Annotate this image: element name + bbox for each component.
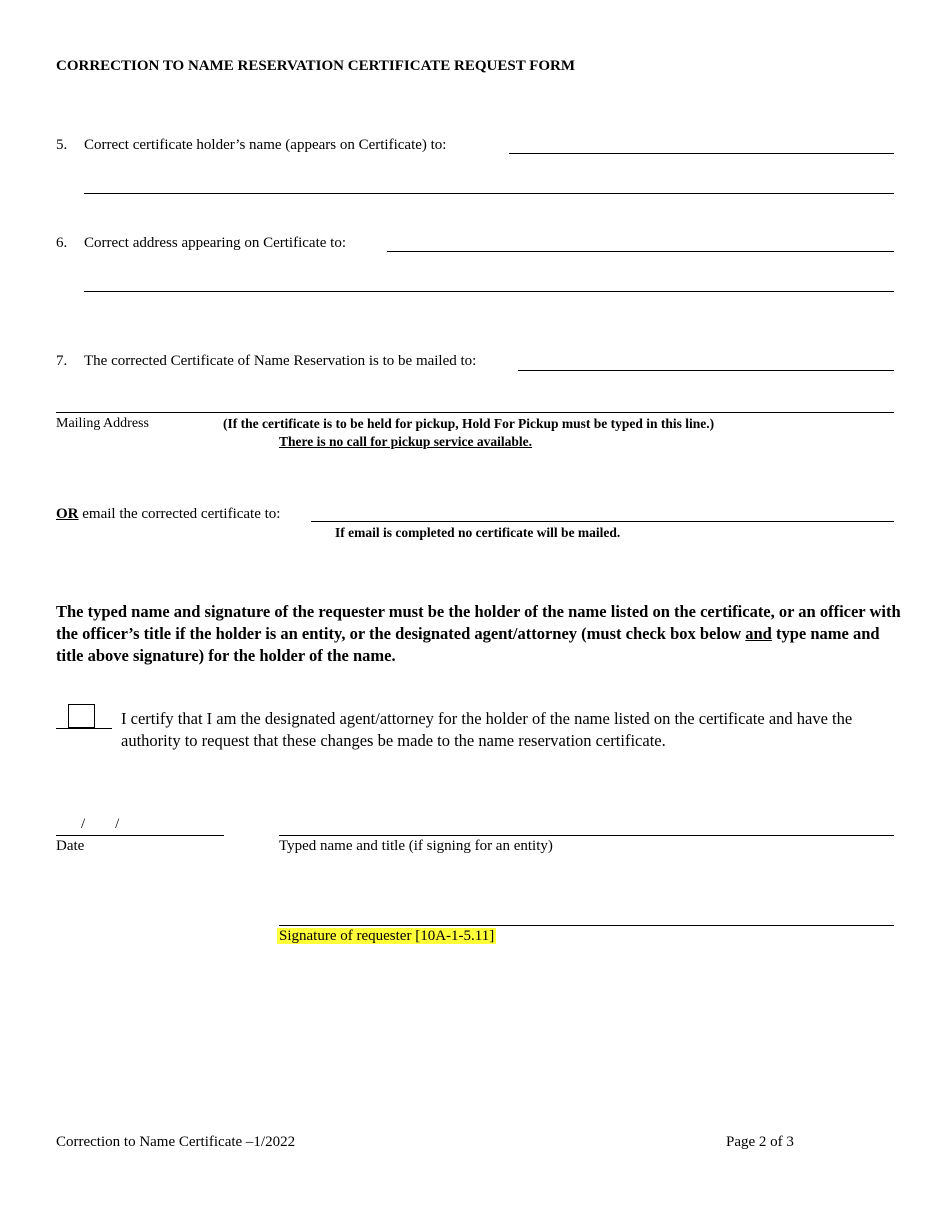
- date-label: Date: [56, 838, 85, 854]
- item-5-label: Correct certificate holder’s name (appears on Certificate) to:: [84, 137, 447, 153]
- instruction-and: and: [745, 624, 772, 643]
- holder-name-field-line-1[interactable]: [509, 153, 894, 154]
- item-6-label: Correct address appearing on Certificate to:: [84, 235, 346, 251]
- item-7-label: The corrected Certificate of Name Reservation is to be mailed to:: [84, 353, 477, 369]
- checkbox-underline: [56, 728, 112, 729]
- email-note: If email is completed no certificate will be mailed.: [335, 525, 621, 540]
- email-label: email the corrected certificate to:: [78, 506, 281, 522]
- signature-label-wrapper: [277, 928, 496, 945]
- holder-name-field-line-2[interactable]: [84, 193, 894, 194]
- requester-instruction: [56, 601, 901, 667]
- address-field-line-1[interactable]: [387, 251, 894, 252]
- mail-to-field-line-1[interactable]: [518, 370, 894, 371]
- item-5-number: 5.: [56, 137, 68, 153]
- mailing-address-field-line[interactable]: [56, 412, 894, 413]
- mailing-address-label: Mailing Address: [56, 416, 149, 431]
- instruction-part-1: The typed name and signature of the requester must be the holder of the name listed on the certificate, or an officer with the officer’s title if the holder is an entity, or the designated agent/attorney (must check box below: [56, 602, 901, 643]
- or-label: OR: [56, 506, 79, 522]
- no-pickup-service-note: There is no call for pickup service available.: [279, 434, 532, 449]
- form-title: CORRECTION TO NAME RESERVATION CERTIFICATE REQUEST FORM: [56, 58, 576, 74]
- date-slashes: / /: [81, 816, 120, 832]
- typed-name-label: Typed name and title (if signing for an entity): [279, 838, 553, 854]
- agent-certify-checkbox[interactable]: [68, 704, 95, 728]
- mailing-pickup-note: (If the certificate is to be held for pickup, Hold For Pickup must be typed in this line.): [223, 416, 715, 431]
- email-field-line[interactable]: [311, 521, 894, 522]
- footer-form-id: Correction to Name Certificate –1/2022: [56, 1134, 296, 1150]
- item-6-number: 6.: [56, 235, 68, 251]
- signature-field-line[interactable]: [279, 925, 894, 926]
- date-field-line[interactable]: [56, 835, 224, 836]
- address-field-line-2[interactable]: [84, 291, 894, 292]
- signature-label: Signature of requester [10A-1-5.11]: [279, 928, 495, 944]
- footer-page-number: Page 2 of 3: [726, 1134, 794, 1150]
- certify-statement: I certify that I am the designated agent/attorney for the holder of the name listed on the certificate and have the authority to request that these changes be made to the name reservation certificate.: [121, 709, 853, 750]
- item-7-number: 7.: [56, 353, 68, 369]
- instruction-part-2: type name and title above signature) for the holder of the name.: [56, 624, 880, 665]
- email-row: [56, 506, 280, 523]
- typed-name-field-line[interactable]: [279, 835, 894, 836]
